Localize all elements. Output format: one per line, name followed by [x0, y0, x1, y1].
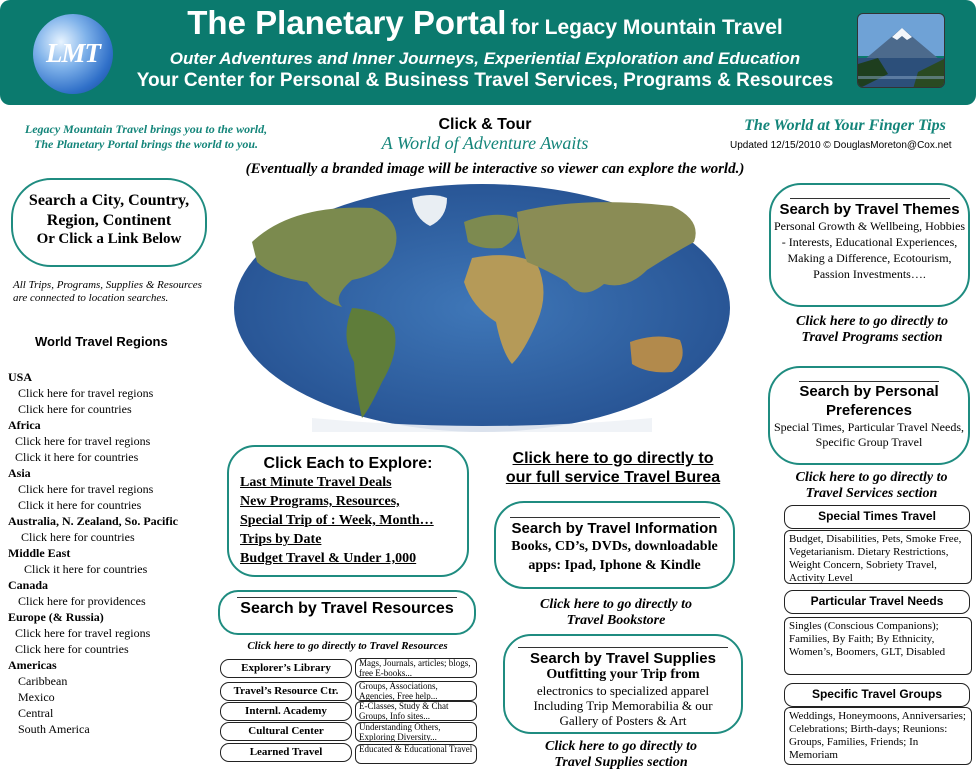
interactive-note: (Eventually a branded image will be interactive so viewer can explore the world.)	[245, 161, 745, 177]
search-city-subtitle: Or Click a Link Below	[36, 231, 182, 247]
bureau-line-2: our full service Travel Burea	[505, 469, 721, 486]
explorers-library-button[interactable]: Explorer’s Library	[220, 659, 352, 678]
title-rule	[237, 597, 457, 598]
resources-title-text: Search by Travel Resources	[240, 600, 454, 617]
search-themes-box[interactable]	[769, 183, 970, 307]
resource-center-note: Groups, Associations, Agencies, Free help...	[355, 681, 477, 701]
academy-button[interactable]: Internl. Academy	[220, 702, 352, 721]
resources-link[interactable]: Click here to go directly to Travel Resources	[247, 640, 448, 652]
region-link[interactable]: Click it here for countries	[24, 562, 148, 576]
region-link[interactable]: South America	[18, 722, 90, 736]
info-title-text: Search by Travel Information	[511, 520, 718, 537]
region-name: Americas	[8, 658, 57, 672]
services-link[interactable]	[770, 470, 973, 502]
explore-box	[227, 445, 469, 577]
region-link[interactable]: Click here for countries	[21, 530, 135, 544]
bookstore-line-2: Travel Bookstore	[566, 613, 666, 628]
themes-body: Personal Growth & Wellbeing, Hobbies - Interests, Educational Experiences, Making a Difference, Ecotourism, Passion Investments….	[773, 219, 966, 281]
supplies-link-line-1: Click here to go directly to	[544, 739, 698, 754]
world-map[interactable]	[232, 182, 732, 434]
supplies-line-2: electronics to specialized apparel	[536, 683, 710, 698]
learned-travel-button[interactable]: Learned Travel	[220, 743, 352, 762]
adventure-heading: A World of Adventure Awaits	[381, 133, 589, 153]
region-list	[8, 369, 228, 737]
region-link[interactable]: Click here for travel regions	[18, 386, 154, 400]
services-line-2: Travel Services section	[805, 486, 938, 501]
region-name: Australia, N. Zealand, So. Pacific	[8, 514, 178, 528]
supplies-title	[505, 636, 741, 667]
themes-title	[771, 185, 968, 218]
intro-line-1: Legacy Mountain Travel brings you to the world,	[24, 122, 268, 136]
explore-link-programs[interactable]: New Programs, Resources,	[240, 494, 400, 509]
info-line-1: Books, CD’s, DVDs, downloadable	[511, 539, 718, 554]
personal-body: Special Times, Particular Travel Needs, Specific Group Travel	[774, 420, 964, 449]
supplies-line-1: Outfitting your Trip from	[546, 667, 700, 682]
supplies-link-line-2: Travel Supplies section	[554, 755, 688, 770]
explore-link-special-trip[interactable]: Special Trip of : Week, Month…	[240, 513, 434, 528]
special-times-note: Budget, Disabilities, Pets, Smoke Free, Vegetarianism. Dietary Restrictions, Weight Concern, Sobriety Travel, Activity Level	[784, 530, 972, 584]
click-tour-heading: Click & Tour	[438, 116, 532, 133]
specific-groups-button[interactable]: Specific Travel Groups	[784, 683, 970, 707]
particular-needs-button[interactable]: Particular Travel Needs	[784, 590, 970, 614]
specific-groups-note: Weddings, Honeymoons, Anniversaries; Celebrations; Birth-days; Reunions: Groups, Families, Friends; In Memoriam	[784, 707, 972, 765]
updated-credit: Updated 12/15/2010 © DouglasMoreton@Cox.net	[730, 140, 952, 151]
region-link[interactable]: Click it here for countries	[18, 498, 142, 512]
supplies-title-text: Search by Travel Supplies	[530, 650, 716, 667]
title-rule	[510, 517, 720, 518]
region-name: Asia	[8, 466, 31, 480]
bookstore-link[interactable]	[500, 597, 732, 629]
region-link[interactable]: Click here for countries	[15, 642, 129, 656]
explorers-library-note: Mags, Journals, articles; blogs, free E-books...	[355, 658, 477, 678]
region-link[interactable]: Click here for travel regions	[15, 434, 151, 448]
search-preferences-box[interactable]	[768, 366, 970, 465]
region-link[interactable]: Mexico	[18, 690, 55, 704]
globe-logo[interactable]	[33, 14, 113, 94]
australia-shape	[630, 336, 683, 372]
region-name: Middle East	[8, 546, 71, 560]
supplies-link[interactable]	[505, 739, 737, 771]
region-link[interactable]: Click here for countries	[18, 402, 132, 416]
academy-note: E-Classes, Study & Chat Groups, Info sites...	[355, 701, 477, 721]
mount-fuji-image	[857, 13, 945, 88]
region-link[interactable]: Central	[18, 706, 54, 720]
resource-center-button[interactable]: Travel’s Resource Ctr.	[220, 682, 352, 701]
particular-needs-note: Singles (Conscious Companions); Families, By Faith; By Ethnicity, Women’s, Boomers, GLT, Disabled	[784, 617, 972, 675]
site-title	[120, 4, 850, 42]
explore-title: Click Each to Explore:	[263, 455, 433, 472]
region-link[interactable]: Caribbean	[18, 674, 68, 688]
header-tagline: Outer Adventures and Inner Journeys, Experiential Exploration and Education	[169, 49, 801, 68]
title-suffix: for Legacy Mountain Travel	[510, 16, 783, 39]
search-information-box[interactable]	[494, 501, 735, 589]
personal-title-2: Preferences	[826, 402, 912, 419]
cultural-center-button[interactable]: Cultural Center	[220, 722, 352, 741]
regions-heading: World Travel Regions	[35, 334, 168, 349]
supplies-line-4: Gallery of Posters & Art	[559, 713, 687, 728]
explore-link-deals[interactable]: Last Minute Travel Deals	[240, 475, 392, 490]
region-link[interactable]: Click it here for countries	[15, 450, 139, 464]
region-name: Europe (& Russia)	[8, 610, 104, 624]
programs-line-1: Click here to go directly to	[795, 314, 949, 329]
resources-title	[220, 592, 474, 618]
search-city-box[interactable]	[11, 178, 207, 267]
header-banner	[0, 0, 976, 105]
logo-text: LMT	[46, 38, 100, 68]
themes-title-text: Search by Travel Themes	[779, 201, 960, 218]
explore-link-trips-by-date[interactable]: Trips by Date	[240, 532, 322, 547]
travel-bureau-link[interactable]	[495, 449, 731, 487]
bookstore-line-1: Click here to go directly to	[539, 597, 693, 612]
explore-link-budget[interactable]: Budget Travel & Under 1,000	[240, 551, 417, 566]
search-city-title-1: Search a City, Country,	[28, 192, 190, 209]
region-link[interactable]: Click here for travel regions	[18, 482, 154, 496]
info-title	[496, 503, 733, 537]
programs-line-2: Travel Programs section	[801, 330, 943, 345]
bureau-line-1: Click here to go directly to	[512, 450, 714, 467]
cultural-center-note: Understanding Others, Exploring Diversity...	[355, 722, 477, 742]
learned-travel-note: Educated & Educational Travel	[355, 744, 477, 764]
search-resources-box[interactable]	[218, 590, 476, 635]
title-rule	[518, 647, 728, 648]
services-line-1: Click here to go directly to	[795, 470, 948, 485]
special-times-button[interactable]: Special Times Travel	[784, 505, 970, 529]
supplies-line-3: Including Trip Memorabilia & our	[533, 698, 713, 713]
info-line-2: apps: Ipad, Iphone & Kindle	[528, 558, 701, 573]
title-rule	[790, 198, 950, 199]
header-subtitle: Your Center for Personal & Business Travel Services, Programs & Resources	[136, 70, 834, 91]
region-link[interactable]: Click here for travel regions	[15, 626, 151, 640]
region-name: USA	[8, 370, 33, 384]
location-note: All Trips, Programs, Supplies & Resources are connected to location searches.	[13, 279, 202, 304]
search-supplies-box[interactable]	[503, 634, 743, 734]
intro-tagline	[6, 122, 286, 152]
region-name: Africa	[8, 418, 41, 432]
programs-link[interactable]	[772, 314, 972, 346]
personal-title	[770, 368, 968, 420]
personal-title-1: Search by Personal	[799, 383, 939, 400]
intro-line-2: The Planetary Portal brings the world to you.	[33, 137, 258, 151]
search-city-title-2: Region, Continent	[46, 212, 172, 229]
title-main: The Planetary Portal	[187, 4, 507, 41]
fingertips-heading: The World at Your Finger Tips	[744, 117, 946, 134]
region-link[interactable]: Click here for providences	[18, 594, 146, 608]
region-name: Canada	[8, 578, 49, 592]
